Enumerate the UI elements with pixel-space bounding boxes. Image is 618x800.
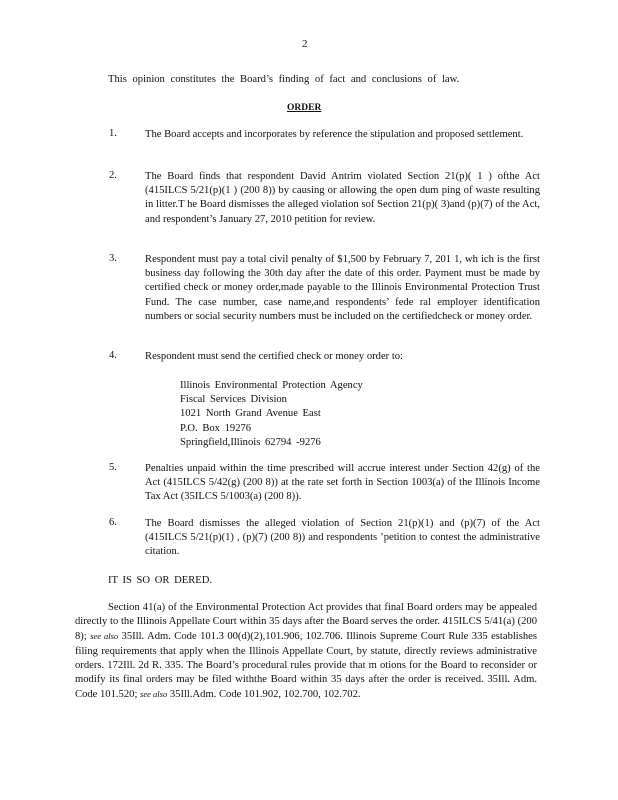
order-heading: ORDER [287,103,322,113]
address-line: P.O. Box 19276 [180,422,252,434]
item-number: 5. [109,462,117,473]
page-number: 2 [302,38,308,50]
appeal-paragraph [75,601,537,702]
order-item-text: Respondent must send the certified check or money order to: [145,351,404,362]
order-item-text: The Board finds that respondent David Antrim violated Section 21(p)( 1 ) ofthe Act (415ILCS 5/21(p)(1 ) (200 8)) by causing or allowing the open dum ping of waste resulting in litter.T he Board dismisses the alleged violation sof Section 21(p)( 3)and (p)(7) of the Act, and respondent’s January 27, 2010 petition for review. [145,171,540,225]
mailing-address [180,379,363,450]
closing-text: 35Ill.Adm. Code 101.902, 102.700, 102.702. [167,689,361,701]
see-also-citation: see also [140,689,168,700]
see-also-citation: see also [90,631,119,642]
closing-text: Section 41(a) of the Environmental Protection Act provides that final Board orders may be appealed directly to the Illinois Appellate Court within 35 days after the Board serves the order. 415ILCS 5/41(a) (200 8); [75,602,537,643]
item-number: 6. [109,517,117,528]
order-item-text: Respondent must pay a total civil penalty of $1,500 by February 7, 201 1, wh ich is the first business day following the 30th day after the date of this order. Payment must be made by certified check or money order,made payable to the Illinois Environmental Protection Trust Fund. The case number, case name,and respondents’ fede ral employer identification numbers or social security numbers must be included on the certifiedcheck or money order. [145,254,540,322]
closing-text: 35Ill. Adm. Code 101.3 00(d)(2),101.906, 102.706. Illinois Supreme Court Rule 335 establishes filing requirements that apply when the Illinois Appellate Court, by statute, directly reviews administrative orders. 172Ill. 2d R. 335. The Board’s procedural rules provide that m otions for the Board to reconsider or modify its final orders may be filed withthe Board within 35 days after the order is received. 35Ill. Adm. Code 101.520; [75,631,537,701]
order-item-text: The Board accepts and incorporates by reference the stipulation and proposed settlement. [145,129,524,140]
order-item-text: The Board dismisses the alleged violation of Section 21(p)(1) and (p)(7) of the Act (415ILCS 5/21(p)(1) , (p)(7) (200 8)) and respondents ’petition to contest the administrative citation. [145,518,540,558]
address-line: Springfield,Illinois 62794 -9276 [180,436,321,448]
order-item-text: Penalties unpaid within the time prescribed will accrue interest under Section 42(g) of the Act (415ILCS 5/42(g) (200 8)) at the rate set forth in Section 1003(a) of the Illinois Income Tax Act (35ILCS 5/1003(a) (200 8)). [145,463,540,503]
intro-sentence: This opinion constitutes the Board’s finding of fact and conclusions of law. [108,74,460,85]
address-line: Fiscal Services Division [180,394,287,406]
address-line: Illinois Environmental Protection Agency [180,380,363,391]
item-number: 1. [109,128,117,139]
item-number: 4. [109,350,117,361]
so-ordered: IT IS SO OR DERED. [108,575,213,586]
item-number: 3. [109,253,117,264]
item-number: 2. [109,170,117,181]
address-line: 1021 North Grand Avenue East [180,408,321,420]
